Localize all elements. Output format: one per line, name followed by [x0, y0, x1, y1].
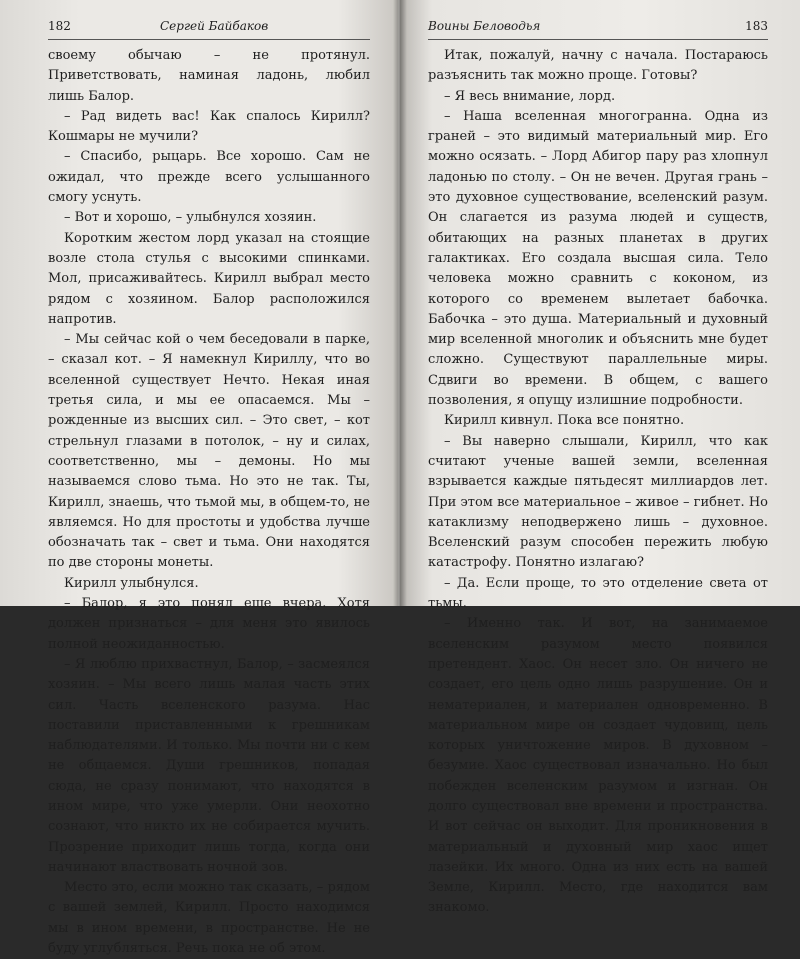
paragraph: – Я люблю прихвастнул, Балор, – засмеялся хозяин. – Мы всего лишь малая часть этих сил. Часть вселенского разума. Нас поставили приставленными к грешникам наблюдателями. И только. Мы почти ни с кем не общаемся. Души грешников, попадая сюда, не сразу понимают, что находятся в ином мире, что уже умерли. Они неохотно сознают, что никто их не собирается мучить. Прозрение приходит лишь тогда, когда они начинают властвовать ночной зов. — [48, 656, 370, 875]
paragraph: – Наша вселенная многогранна. Одна из граней – это видимый материальный мир. Его можно осязать. – Лорд Абигор пару раз хлопнул ладонью по столу. – Он не вечен. Другая грань – это духовное существование, вселенский разум. Он слагается из разума людей и существ, обитающих на разных планетах в других галактиках. Его создала высшая сила. Тело человека можно сравнить с коконом, из которого со временем вылетает бабочка. Бабочка – это душа. Материальный и духовный мир вселенной многолик и объяснить мне будет сложно. Существуют параллельные миры. Сдвиги во времени. В общем, с вашего позволения, я опущу излишние подробности. — [428, 108, 768, 409]
paragraph: – Я весь внимание, лорд. — [444, 88, 616, 104]
paragraph: своему обычаю – не протянул. Приветствовать, наминая ладонь, любил лишь Балор. — [48, 48, 370, 104]
paragraph: Кирилл улыбнулся. — [64, 575, 199, 591]
right-page — [400, 0, 800, 916]
paragraph: Место это, если можно так сказать, – рядом с вашей землей, Кирилл. Просто находимся мы в ином времени, в пространстве. Не не буду углубляться. Речь пока не об этом. — [48, 880, 370, 957]
left-page — [0, 0, 398, 957]
paragraph: Коротким жестом лорд указал на стоящие возле стола стулья с высокими спинками. Мол, присаживайтесь. Кирилл выбрал место рядом с хозяином. Балор расположился напротив. — [48, 230, 370, 327]
paragraph: – Именно так. И вот, на занимаемое вселенским разумом место появился претендент. Хаос. Он несет зло. Он ничего не создает, его цель одно лишь разрушение. Он и нематериален, и материален одновременно. В материальном мире он создает чудовищ, цель которых уничтожение миров. В духовном – безумие. Хаос существовал изначально. Но был побежден вселенским разумом и изгнан. Он долго существовал вне времени и пространства. И вот сейчас он выходит. Для проникновения в материальный и духовный мир хаос ищет лазейки. Их много. Одна из них есть на вашей Земле, Кирилл. Место, где находится вам знакомо. — [428, 616, 768, 916]
running-head: Сергей Байбаков — [160, 19, 269, 33]
left-page-body — [48, 46, 370, 959]
paragraph: Кирилл кивнул. Пока все понятно. — [444, 413, 685, 429]
paragraph: – Рад видеть вас! Как спалось Кирилл? Кошмары не мучили? — [48, 108, 370, 145]
running-head: Воины Беловодья — [428, 19, 541, 33]
page-number: 183 — [745, 19, 768, 33]
right-page-header — [428, 16, 768, 36]
paragraph: – Балор, я это понял еще вчера. Хотя должен признаться – для меня это явилось полной неожиданностью. — [48, 596, 370, 652]
paragraph: – Спасибо, рыцарь. Все хорошо. Сам не ожидал, что прежде всего услышанного смогу уснуть. — [48, 149, 370, 206]
paragraph: – Да. Если проще, то это отделение света от тьмы. — [428, 575, 768, 612]
book-gutter-shadow — [393, 0, 407, 606]
paragraph: Итак, пожалуй, начну с начала. Постараюсь разъяснить так можно проще. Готовы? — [428, 48, 768, 84]
left-page-header — [48, 16, 370, 36]
page-number: 182 — [48, 19, 71, 33]
header-rule — [48, 39, 370, 40]
paragraph: – Вот и хорошо, – улыбнулся хозяин. — [64, 210, 317, 226]
header-rule — [428, 39, 768, 40]
paragraph: – Вы наверно слышали, Кирилл, что как считают ученые вашей земли, вселенная взрывается каждые пятьдесят миллиардов лет. При этом все материальное – живое – гибнет. Но катаклизму неподвержено лишь – духовное. Вселенский разум способен пережить любую катастрофу. Понятно излагаю? — [428, 433, 768, 571]
right-page-body — [428, 46, 768, 919]
paragraph: – Мы сейчас кой о чем беседовали в парке, – сказал кот. – Я намекнул Кириллу, что во вселенной существует Нечто. Некая иная третья сила, и мы ее опасаемся. Мы – рожденные из высших сил. – Это свет, – кот стрельнул глазами в потолок, – ну и силах, соответственно, мы – демоны. Но мы называемся слово тьма. Но это не так. Ты, Кирилл, знаешь, что тьмой мы, в общем-то, не являемся. Но для простоты и удобства лучше обозначать так – свет и тьма. Они находятся по две стороны монеты. — [48, 332, 370, 571]
